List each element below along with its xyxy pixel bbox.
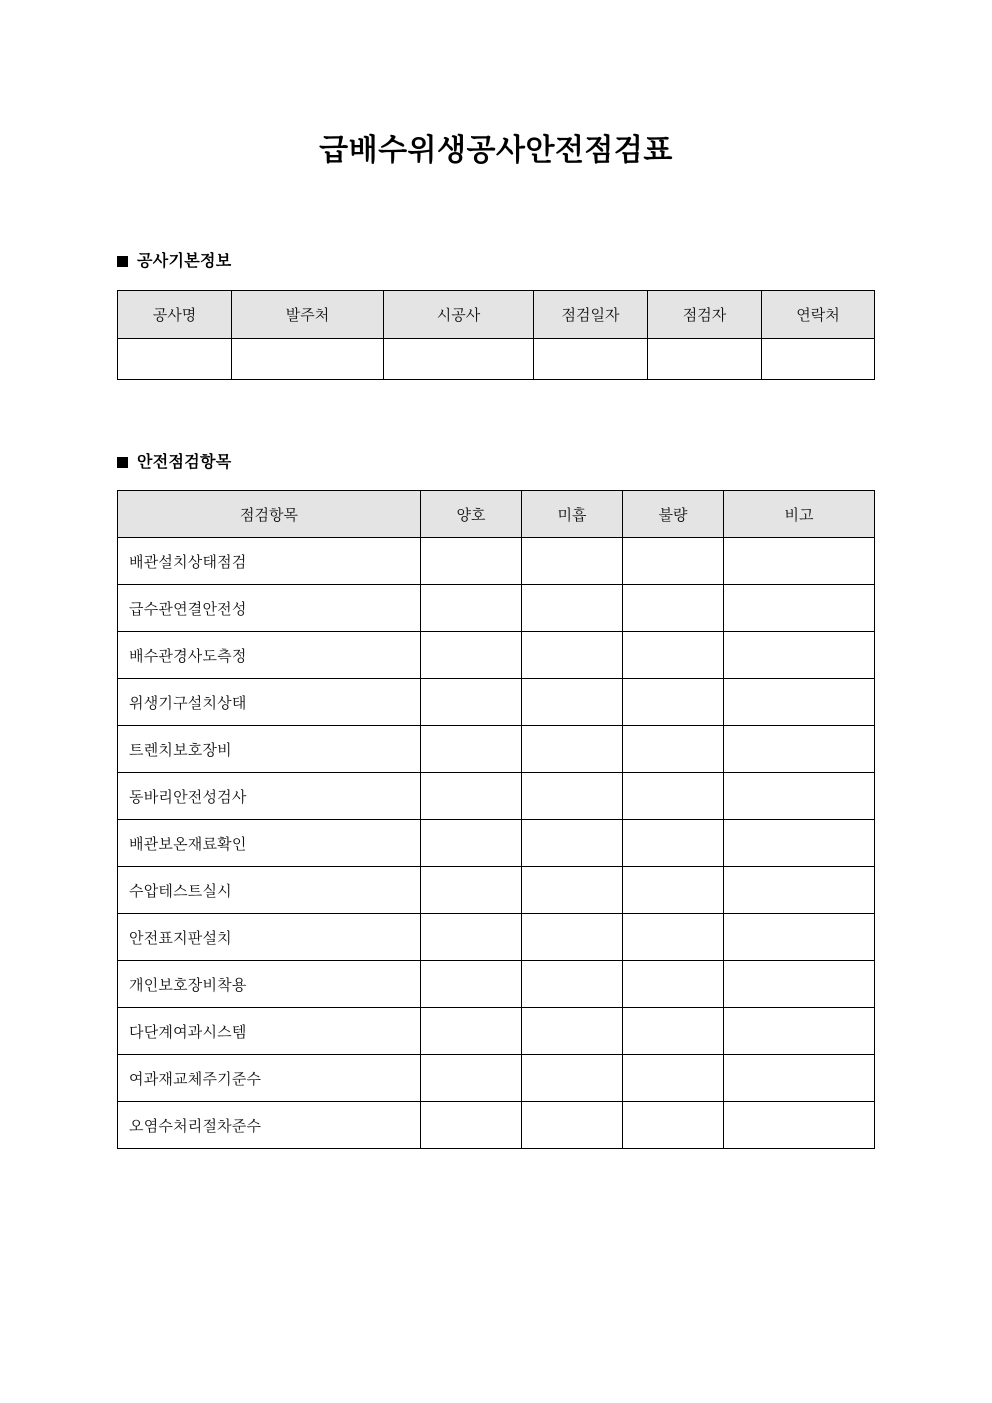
check-item-label: 안전표지판설치	[118, 914, 421, 961]
field-client[interactable]	[232, 339, 384, 380]
checkbox-cell-poor[interactable]	[623, 773, 724, 820]
square-bullet-icon	[117, 256, 128, 267]
remark-cell[interactable]	[724, 1102, 875, 1149]
column-header-client: 발주처	[232, 291, 384, 339]
check-item-label: 급수관연결안전성	[118, 585, 421, 632]
table-row	[118, 961, 875, 1008]
checkbox-cell-poor[interactable]	[623, 961, 724, 1008]
check-item-label: 배관설치상태점검	[118, 538, 421, 585]
check-item-label: 동바리안전성검사	[118, 773, 421, 820]
checkbox-cell-poor[interactable]	[623, 538, 724, 585]
field-inspector[interactable]	[648, 339, 762, 380]
field-project-name[interactable]	[118, 339, 232, 380]
check-items-table	[117, 490, 875, 1149]
remark-cell[interactable]	[724, 538, 875, 585]
remark-cell[interactable]	[724, 1008, 875, 1055]
checkbox-cell-fair[interactable]	[522, 914, 623, 961]
remark-cell[interactable]	[724, 726, 875, 773]
checkbox-cell-good[interactable]	[421, 538, 522, 585]
page-title: 급배수위생공사안전점검표	[319, 134, 673, 167]
checkbox-cell-good[interactable]	[421, 914, 522, 961]
checkbox-cell-good[interactable]	[421, 867, 522, 914]
check-item-label: 배관보온재료확인	[118, 820, 421, 867]
remark-cell[interactable]	[724, 1055, 875, 1102]
checkbox-cell-fair[interactable]	[522, 961, 623, 1008]
remark-cell[interactable]	[724, 773, 875, 820]
basic-info-table	[117, 290, 875, 380]
checkbox-cell-poor[interactable]	[623, 1008, 724, 1055]
checkbox-cell-fair[interactable]	[522, 679, 623, 726]
checkbox-cell-poor[interactable]	[623, 726, 724, 773]
section-heading-check-items	[117, 455, 232, 471]
checkbox-cell-fair[interactable]	[522, 1008, 623, 1055]
table-row	[118, 632, 875, 679]
checkbox-cell-good[interactable]	[421, 1008, 522, 1055]
checkbox-cell-fair[interactable]	[522, 1055, 623, 1102]
table-row	[118, 867, 875, 914]
checkbox-cell-poor[interactable]	[623, 679, 724, 726]
column-header-inspector: 점검자	[648, 291, 762, 339]
table-row	[118, 538, 875, 585]
remark-cell[interactable]	[724, 585, 875, 632]
remark-cell[interactable]	[724, 914, 875, 961]
column-header-inspection-date: 점검일자	[534, 291, 648, 339]
table-row	[118, 1102, 875, 1149]
remark-cell[interactable]	[724, 632, 875, 679]
table-row	[118, 820, 875, 867]
table-row	[118, 1008, 875, 1055]
checkbox-cell-poor[interactable]	[623, 1055, 724, 1102]
checkbox-cell-fair[interactable]	[522, 1102, 623, 1149]
check-item-label: 오염수처리절차준수	[118, 1102, 421, 1149]
checkbox-cell-fair[interactable]	[522, 867, 623, 914]
check-item-label: 수압테스트실시	[118, 867, 421, 914]
checkbox-cell-poor[interactable]	[623, 1102, 724, 1149]
table-row	[118, 585, 875, 632]
checkbox-cell-good[interactable]	[421, 585, 522, 632]
checkbox-cell-good[interactable]	[421, 1102, 522, 1149]
checkbox-cell-poor[interactable]	[623, 867, 724, 914]
section-heading-check-items-label: 안전점검항목	[137, 454, 232, 471]
square-bullet-icon	[117, 457, 128, 468]
check-item-label: 다단계여과시스템	[118, 1008, 421, 1055]
checkbox-cell-fair[interactable]	[522, 538, 623, 585]
table-header-row	[118, 291, 875, 339]
table-row	[118, 339, 875, 380]
field-inspection-date[interactable]	[534, 339, 648, 380]
section-heading-basic-info	[117, 254, 232, 270]
checkbox-cell-good[interactable]	[421, 773, 522, 820]
checkbox-cell-poor[interactable]	[623, 632, 724, 679]
checkbox-cell-good[interactable]	[421, 726, 522, 773]
table-header-row	[118, 491, 875, 538]
remark-cell[interactable]	[724, 679, 875, 726]
checkbox-cell-fair[interactable]	[522, 820, 623, 867]
column-header-project-name: 공사명	[118, 291, 232, 339]
column-header-contact: 연락처	[762, 291, 875, 339]
field-contractor[interactable]	[384, 339, 534, 380]
table-row	[118, 1055, 875, 1102]
column-header-fair: 미흡	[522, 491, 623, 538]
checkbox-cell-good[interactable]	[421, 679, 522, 726]
checkbox-cell-fair[interactable]	[522, 632, 623, 679]
check-item-label: 위생기구설치상태	[118, 679, 421, 726]
checkbox-cell-fair[interactable]	[522, 773, 623, 820]
column-header-remark: 비고	[724, 491, 875, 538]
checkbox-cell-good[interactable]	[421, 961, 522, 1008]
checkbox-cell-poor[interactable]	[623, 585, 724, 632]
section-heading-basic-info-label: 공사기본정보	[137, 253, 232, 270]
column-header-good: 양호	[421, 491, 522, 538]
table-row	[118, 679, 875, 726]
checkbox-cell-poor[interactable]	[623, 914, 724, 961]
checkbox-cell-fair[interactable]	[522, 726, 623, 773]
checkbox-cell-fair[interactable]	[522, 585, 623, 632]
checkbox-cell-good[interactable]	[421, 820, 522, 867]
remark-cell[interactable]	[724, 961, 875, 1008]
table-row	[118, 914, 875, 961]
field-contact[interactable]	[762, 339, 875, 380]
checkbox-cell-good[interactable]	[421, 632, 522, 679]
column-header-poor: 불량	[623, 491, 724, 538]
check-item-label: 트렌치보호장비	[118, 726, 421, 773]
column-header-contractor: 시공사	[384, 291, 534, 339]
check-item-label: 개인보호장비착용	[118, 961, 421, 1008]
check-item-label: 배수관경사도측정	[118, 632, 421, 679]
table-row	[118, 726, 875, 773]
table-row	[118, 773, 875, 820]
checkbox-cell-poor[interactable]	[623, 820, 724, 867]
checkbox-cell-good[interactable]	[421, 1055, 522, 1102]
remark-cell[interactable]	[724, 867, 875, 914]
check-item-label: 여과재교체주기준수	[118, 1055, 421, 1102]
remark-cell[interactable]	[724, 820, 875, 867]
column-header-check-item: 점검항목	[118, 491, 421, 538]
